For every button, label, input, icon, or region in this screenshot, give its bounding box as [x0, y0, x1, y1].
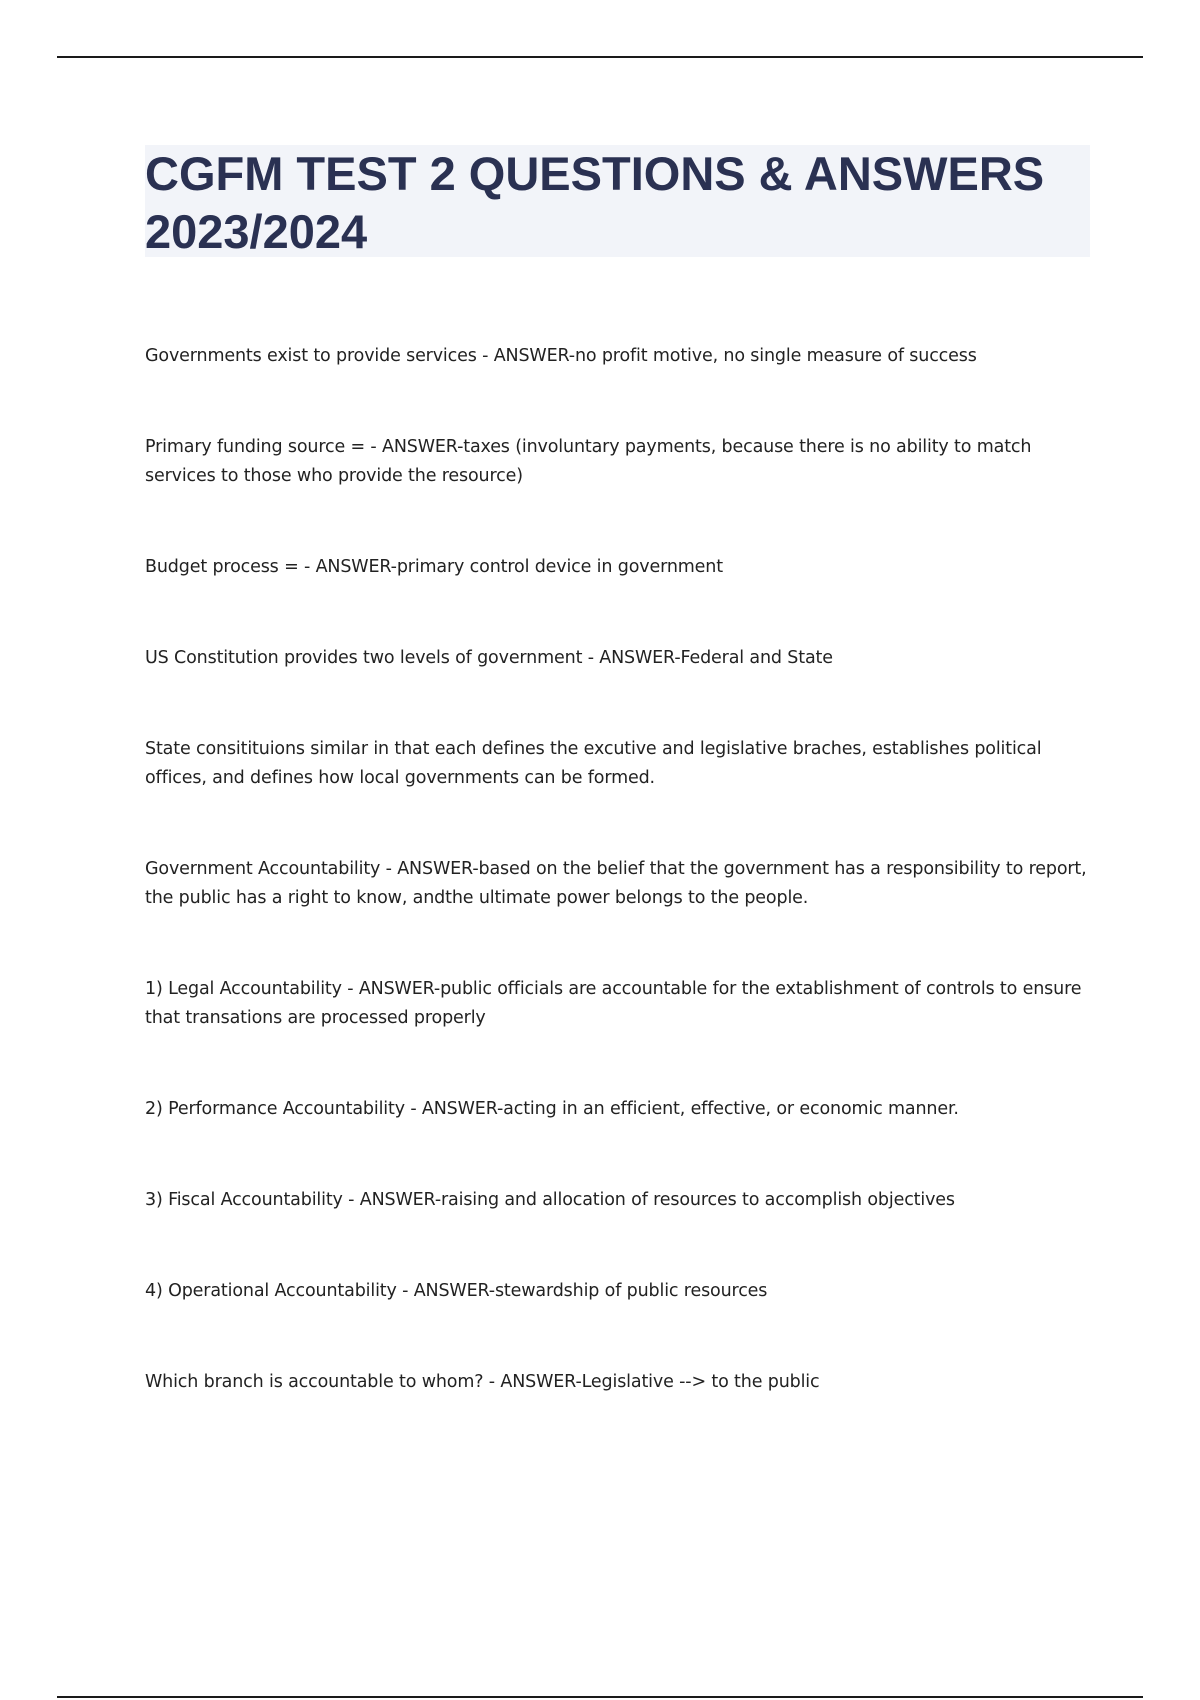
qa-list [145, 342, 1090, 1459]
qa-item: 1) Legal Accountability - ANSWER-public officials are accountable for the extablishment of controls to ensure that transations are processed properly [145, 979, 1082, 1028]
qa-item: Governments exist to provide services - ANSWER-no profit motive, no single measure of success [145, 346, 977, 366]
qa-item: 4) Operational Accountability - ANSWER-stewardship of public resources [145, 1281, 768, 1301]
qa-item: Which branch is accountable to whom? - ANSWER-Legislative --> to the public [145, 1372, 820, 1392]
page-title: CGFM TEST 2 QUESTIONS & ANSWERS 2023/2024 [145, 147, 1045, 258]
qa-item: US Constitution provides two levels of government - ANSWER-Federal and State [145, 648, 833, 668]
qa-item: 2) Performance Accountability - ANSWER-acting in an efficient, effective, or economic manner. [145, 1099, 959, 1119]
qa-item: 3) Fiscal Accountability - ANSWER-raising and allocation of resources to accomplish objectives [145, 1190, 955, 1210]
qa-item: Government Accountability - ANSWER-based on the belief that the government has a responsibility to report, the public has a right to know, andthe ultimate power belongs to the people. [145, 859, 1087, 908]
title-block [145, 145, 1090, 257]
top-rule [57, 56, 1143, 58]
qa-item: Budget process = - ANSWER-primary control device in government [145, 557, 723, 577]
bottom-rule [57, 1696, 1143, 1698]
qa-item: Primary funding source = - ANSWER-taxes (involuntary payments, because there is no ability to match services to those who provide the resource) [145, 437, 1032, 486]
qa-item: State consitituions similar in that each defines the excutive and legislative braches, establishes political offices, and defines how local governments can be formed. [145, 739, 1042, 788]
